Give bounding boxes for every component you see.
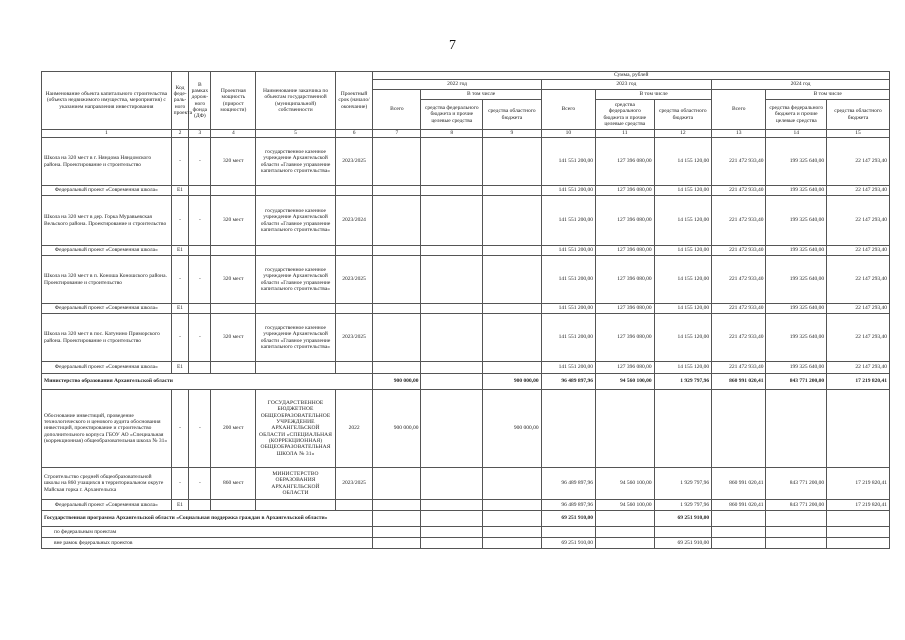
object-df: - <box>189 390 211 468</box>
hdr-reg-2022: средства областного бюджета <box>483 100 542 130</box>
value-2023-reg: 14 155 120,00 <box>654 138 712 186</box>
value-2024-total: 221 472 933,40 <box>712 138 766 186</box>
empty-cell <box>827 527 890 538</box>
object-name: Школа на 320 мест в п. Коноша Коношского района. Проектирование и строительство <box>42 256 172 304</box>
empty-cell <box>483 538 542 549</box>
value-2024-reg: 22 147 293,40 <box>827 138 890 186</box>
fp-2024-total: 860 991 020,41 <box>712 500 766 511</box>
empty-cell <box>421 138 483 186</box>
object-capacity: 860 мест <box>211 468 256 500</box>
federal-project-label: Федеральный проект «Современная школа» <box>42 186 172 196</box>
federal-project-row <box>42 500 890 511</box>
fp-2023-total: 141 551 200,00 <box>541 246 595 256</box>
value-2024-reg: 22 147 293,40 <box>827 314 890 362</box>
empty-cell <box>483 362 542 374</box>
empty-cell <box>373 246 421 256</box>
empty-cell <box>421 314 483 362</box>
object-customer: государственное казенное учреждение Архангельской области «Главное управление капитального строительства» <box>256 138 335 186</box>
fp-2024-reg: 22 147 293,40 <box>827 186 890 196</box>
program-title: Государственная программа Архангельской области «Социальная поддержка граждан в Архангельской области» <box>42 511 373 527</box>
fp-2024-reg: 22 147 293,40 <box>827 246 890 256</box>
fp-2024-reg: 17 219 820,41 <box>827 500 890 511</box>
empty-cell <box>421 500 483 511</box>
object-df: - <box>189 196 211 246</box>
ministry-2023-reg: 1 929 797,96 <box>654 374 712 390</box>
ministry-title: Министерство образования Архангельской области <box>42 374 373 390</box>
object-capacity: 200 мест <box>211 390 256 468</box>
hdr-total-2023: Всего <box>541 90 595 130</box>
empty-cell <box>712 538 766 549</box>
value-2023-total: 141 551 200,00 <box>541 314 595 362</box>
object-term: 2023/2025 <box>335 314 373 362</box>
fp-2024-fed: 199 325 640,00 <box>766 304 827 314</box>
value-2023-fed: 127 396 080,00 <box>596 196 655 246</box>
empty-cell <box>373 500 421 511</box>
ministry-2024-fed: 843 771 200,00 <box>766 374 827 390</box>
column-number-row <box>42 130 890 138</box>
object-term: 2023/2025 <box>335 468 373 500</box>
col-number: 5 <box>256 130 335 138</box>
value-2023-total: 96 489 897,96 <box>541 468 595 500</box>
object-code: - <box>171 196 189 246</box>
fp-2023-total: 96 489 897,96 <box>541 500 595 511</box>
value-2024-reg: 22 147 293,40 <box>827 196 890 246</box>
object-code: - <box>171 468 189 500</box>
hdr-fed-2023: средства федерального бюджета и прочие целевые средства <box>596 100 655 130</box>
empty-cell <box>373 256 421 304</box>
ministry-2024-total: 860 991 020,41 <box>712 374 766 390</box>
col-number: 13 <box>712 130 766 138</box>
empty-cell <box>211 500 256 511</box>
object-term: 2023/2025 <box>335 138 373 186</box>
fp-2023-reg: 1 929 797,96 <box>654 500 712 511</box>
empty-cell <box>256 246 335 256</box>
empty-cell <box>211 362 256 374</box>
federal-projects-row <box>42 527 890 538</box>
empty-cell <box>827 538 890 549</box>
empty-cell <box>483 314 542 362</box>
table-row <box>42 314 890 362</box>
value-2023-reg: 1 929 797,96 <box>654 468 712 500</box>
empty-cell <box>421 256 483 304</box>
value-2024-reg: 17 219 820,41 <box>827 468 890 500</box>
empty-cell <box>766 527 827 538</box>
object-customer: государственное казенное учреждение Архангельской области «Главное управление капитального строительства» <box>256 314 335 362</box>
fp-2023-fed: 94 560 100,00 <box>596 500 655 511</box>
value-2024-total: 221 472 933,40 <box>712 256 766 304</box>
hdr-total-2024: Всего <box>712 90 766 130</box>
value-2023-total: 141 551 200,00 <box>541 138 595 186</box>
value-2022-total: 900 000,00 <box>373 390 421 468</box>
table-row <box>42 390 890 468</box>
fp-2024-fed: 199 325 640,00 <box>766 362 827 374</box>
hdr-object: Наименование объекта капитального строительства (объекта недвижимого имущества, мероприятия) с указанием направления инвестирования <box>42 72 172 130</box>
empty-cell <box>373 304 421 314</box>
object-customer: государственное казенное учреждение Архангельской области «Главное управление капитального строительства» <box>256 196 335 246</box>
empty-cell <box>483 468 542 500</box>
empty-cell <box>256 304 335 314</box>
hdr-reg-2023: средства областного бюджета <box>654 100 712 130</box>
fp-2023-total: 141 551 200,00 <box>541 362 595 374</box>
empty-cell <box>766 511 827 527</box>
object-df: - <box>189 138 211 186</box>
empty-cell <box>483 527 542 538</box>
fp-2024-reg: 22 147 293,40 <box>827 362 890 374</box>
federal-project-label: Федеральный проект «Современная школа» <box>42 362 172 374</box>
empty-cell <box>483 196 542 246</box>
empty-cell <box>421 362 483 374</box>
non-federal-row <box>42 538 890 549</box>
col-number: 8 <box>421 130 483 138</box>
empty-cell <box>256 186 335 196</box>
empty-cell <box>654 527 712 538</box>
empty-cell <box>712 527 766 538</box>
object-df: - <box>189 256 211 304</box>
empty-cell <box>483 511 542 527</box>
empty-cell <box>421 304 483 314</box>
empty-cell <box>421 246 483 256</box>
value-2024-total: 221 472 933,40 <box>712 314 766 362</box>
hdr-code: Код феде-раль-ного проекта <box>171 72 189 130</box>
federal-project-row <box>42 186 890 196</box>
empty-cell <box>827 390 890 468</box>
empty-cell <box>335 304 373 314</box>
object-name: Школа на 320 мест в дер. Горка Муравьевская Вельского района. Проектирование и строительство <box>42 196 172 246</box>
fp-2024-reg: 22 147 293,40 <box>827 304 890 314</box>
empty-cell <box>373 362 421 374</box>
hdr-incl-2024: В том числе <box>766 90 890 100</box>
fp-2023-reg: 14 155 120,00 <box>654 246 712 256</box>
empty-cell <box>373 538 421 549</box>
hdr-incl-2023: В том числе <box>596 90 712 100</box>
value-2023-fed: 127 396 080,00 <box>596 314 655 362</box>
fp-2023-total: 141 551 200,00 <box>541 304 595 314</box>
empty-cell <box>827 511 890 527</box>
ministry-2024-reg: 17 219 820,41 <box>827 374 890 390</box>
object-capacity: 320 мест <box>211 196 256 246</box>
table-row <box>42 138 890 186</box>
empty-cell <box>189 500 211 511</box>
col-number: 15 <box>827 130 890 138</box>
table-row <box>42 468 890 500</box>
fp-2024-total: 221 472 933,40 <box>712 186 766 196</box>
empty-cell <box>483 246 542 256</box>
hdr-sum: Сумма, рублей <box>373 72 890 80</box>
hdr-term: Проектный срок (начало/окончание) <box>335 72 373 130</box>
empty-cell <box>596 538 655 549</box>
empty-cell <box>712 390 766 468</box>
empty-cell <box>335 362 373 374</box>
empty-cell <box>483 186 542 196</box>
fp-2024-fed: 199 325 640,00 <box>766 246 827 256</box>
fp-2024-total: 221 472 933,40 <box>712 246 766 256</box>
ministry-total-row <box>42 374 890 390</box>
col-number: 11 <box>596 130 655 138</box>
empty-cell <box>483 500 542 511</box>
object-code: - <box>171 314 189 362</box>
hdr-reg-2024: средства областного бюджета <box>827 100 890 130</box>
empty-cell <box>596 527 655 538</box>
object-term: 2023/2024 <box>335 196 373 246</box>
hdr-customer: Наименование заказчика по объектам государственной (муниципальной) собственности <box>256 72 335 130</box>
empty-cell <box>421 538 483 549</box>
empty-cell <box>541 390 595 468</box>
object-customer: МИНИСТЕРСТВО ОБРАЗОВАНИЯ АРХАНГЕЛЬСКОЙ ОБЛАСТИ <box>256 468 335 500</box>
federal-project-code: E1 <box>171 304 189 314</box>
empty-cell <box>211 304 256 314</box>
hdr-fed-2024: средства федерального бюджета и прочие целевые средства <box>766 100 827 130</box>
empty-cell <box>541 527 595 538</box>
empty-cell <box>712 511 766 527</box>
empty-cell <box>421 390 483 468</box>
hdr-fed-2022: средства федерального бюджета и прочие целевые средства <box>421 100 483 130</box>
empty-cell <box>483 256 542 304</box>
fp-2023-fed: 127 396 080,00 <box>596 304 655 314</box>
fp-2023-fed: 127 396 080,00 <box>596 362 655 374</box>
col-number: 12 <box>654 130 712 138</box>
object-capacity: 320 мест <box>211 138 256 186</box>
federal-project-code: E1 <box>171 186 189 196</box>
col-number: 7 <box>373 130 421 138</box>
empty-cell <box>373 196 421 246</box>
empty-cell <box>421 196 483 246</box>
value-2024-total: 860 991 020,41 <box>712 468 766 500</box>
empty-cell <box>189 186 211 196</box>
fp-2024-total: 221 472 933,40 <box>712 304 766 314</box>
empty-cell <box>373 511 421 527</box>
object-customer: ГОСУДАРСТВЕННОЕ БЮДЖЕТНОЕ ОБЩЕОБРАЗОВАТЕЛЬНОЕ УЧРЕЖДЕНИЕ АРХАНГЕЛЬСКОЙ ОБЛАСТИ «СПЕЦИАЛЬНАЯ (КОРРЕКЦИОННАЯ) ОБЩЕОБРАЗОВАТЕЛЬНАЯ ШКОЛА № 31» <box>256 390 335 468</box>
fp-2023-fed: 127 396 080,00 <box>596 246 655 256</box>
table-row <box>42 256 890 304</box>
object-name: Школа на 320 мест в пос. Катунино Приморского района. Проектирование и строительство <box>42 314 172 362</box>
empty-cell <box>421 186 483 196</box>
object-code: - <box>171 256 189 304</box>
program-2023-reg: 69 251 910,00 <box>654 511 712 527</box>
fp-2023-total: 141 551 200,00 <box>541 186 595 196</box>
value-2024-fed: 199 325 640,00 <box>766 138 827 186</box>
fp-2023-reg: 14 155 120,00 <box>654 186 712 196</box>
federal-project-row <box>42 304 890 314</box>
value-2024-fed: 199 325 640,00 <box>766 196 827 246</box>
non-federal-label: вне рамок федеральных проектов <box>42 538 373 549</box>
empty-cell <box>596 511 655 527</box>
empty-cell <box>335 186 373 196</box>
object-name: Строительство средней общеобразовательной школы на 860 учащихся в территориальном округе Майская горка г. Архангельска <box>42 468 172 500</box>
value-2024-fed: 199 325 640,00 <box>766 314 827 362</box>
empty-cell <box>654 390 712 468</box>
value-2023-fed: 127 396 080,00 <box>596 138 655 186</box>
value-2023-fed: 94 560 100,00 <box>596 468 655 500</box>
empty-cell <box>373 314 421 362</box>
federal-project-label: Федеральный проект «Современная школа» <box>42 246 172 256</box>
federal-projects-label: по федеральным проектам <box>42 527 373 538</box>
non-federal-2023-reg: 69 251 910,00 <box>654 538 712 549</box>
fp-2023-reg: 14 155 120,00 <box>654 362 712 374</box>
ministry-2022-reg: 900 000,00 <box>483 374 542 390</box>
value-2024-total: 221 472 933,40 <box>712 196 766 246</box>
empty-cell <box>483 304 542 314</box>
col-number: 1 <box>42 130 172 138</box>
col-number: 14 <box>766 130 827 138</box>
object-capacity: 320 мест <box>211 314 256 362</box>
empty-cell <box>256 500 335 511</box>
non-federal-2023-total: 69 251 910,00 <box>541 538 595 549</box>
fp-2024-total: 221 472 933,40 <box>712 362 766 374</box>
object-capacity: 320 мест <box>211 256 256 304</box>
empty-cell <box>189 246 211 256</box>
hdr-incl-2022: В том числе <box>421 90 541 100</box>
hdr-year-2024: 2024 год <box>712 80 890 90</box>
empty-cell <box>766 390 827 468</box>
empty-cell <box>373 468 421 500</box>
empty-cell <box>596 390 655 468</box>
empty-cell <box>421 511 483 527</box>
empty-cell <box>421 374 483 390</box>
program-total-row <box>42 511 890 527</box>
col-number: 2 <box>171 130 189 138</box>
empty-cell <box>373 186 421 196</box>
hdr-year-2022: 2022 год <box>373 80 541 90</box>
value-2023-reg: 14 155 120,00 <box>654 314 712 362</box>
empty-cell <box>483 138 542 186</box>
hdr-df: В рамках дорож-ного фонда (ДФ) <box>189 72 211 130</box>
ministry-2023-fed: 94 560 100,00 <box>596 374 655 390</box>
federal-project-row <box>42 362 890 374</box>
col-number: 9 <box>483 130 542 138</box>
object-term: 2022 <box>335 390 373 468</box>
object-customer: государственное казенное учреждение Архангельской области «Главное управление капитального строительства» <box>256 256 335 304</box>
empty-cell <box>766 538 827 549</box>
value-2022-reg: 900 000,00 <box>483 390 542 468</box>
federal-project-code: E1 <box>171 362 189 374</box>
empty-cell <box>335 500 373 511</box>
col-number: 4 <box>211 130 256 138</box>
empty-cell <box>335 246 373 256</box>
table-row <box>42 196 890 246</box>
col-number: 6 <box>335 130 373 138</box>
value-2023-total: 141 551 200,00 <box>541 196 595 246</box>
program-2023-total: 69 251 910,00 <box>541 511 595 527</box>
empty-cell <box>373 527 421 538</box>
empty-cell <box>189 304 211 314</box>
federal-project-label: Федеральный проект «Современная школа» <box>42 500 172 511</box>
empty-cell <box>189 362 211 374</box>
col-number: 10 <box>541 130 595 138</box>
empty-cell <box>421 527 483 538</box>
empty-cell <box>211 186 256 196</box>
value-2023-reg: 14 155 120,00 <box>654 256 712 304</box>
federal-project-label: Федеральный проект «Современная школа» <box>42 304 172 314</box>
col-number: 3 <box>189 130 211 138</box>
empty-cell <box>373 138 421 186</box>
object-df: - <box>189 468 211 500</box>
empty-cell <box>421 468 483 500</box>
investment-table <box>41 71 890 549</box>
object-code: - <box>171 390 189 468</box>
value-2023-total: 141 551 200,00 <box>541 256 595 304</box>
value-2023-fed: 127 396 080,00 <box>596 256 655 304</box>
object-name: Школа на 320 мест в г. Няндома Няндомского района. Проектирование и строительство <box>42 138 172 186</box>
hdr-capacity: Проектная мощность (прирост мощности) <box>211 72 256 130</box>
federal-project-row <box>42 246 890 256</box>
fp-2023-reg: 14 155 120,00 <box>654 304 712 314</box>
ministry-2022-total: 900 000,00 <box>373 374 421 390</box>
page-number: 7 <box>449 38 456 53</box>
fp-2024-fed: 843 771 200,00 <box>766 500 827 511</box>
hdr-year-2023: 2023 год <box>541 80 711 90</box>
object-df: - <box>189 314 211 362</box>
value-2024-fed: 843 771 200,00 <box>766 468 827 500</box>
fp-2023-fed: 127 396 080,00 <box>596 186 655 196</box>
object-name: Обоснование инвестиций, проведение технологического и ценового аудита обоснования инвестиций, проектирование и строительство дополнительного корпуса ГБОУ АО «Специальная (коррекционная) общеобразовательная школа № 31» <box>42 390 172 468</box>
object-code: - <box>171 138 189 186</box>
empty-cell <box>256 362 335 374</box>
fp-2024-fed: 199 325 640,00 <box>766 186 827 196</box>
value-2024-fed: 199 325 640,00 <box>766 256 827 304</box>
hdr-total-2022: Всего <box>373 90 421 130</box>
federal-project-code: E1 <box>171 246 189 256</box>
value-2023-reg: 14 155 120,00 <box>654 196 712 246</box>
object-term: 2023/2025 <box>335 256 373 304</box>
federal-project-code: E1 <box>171 500 189 511</box>
ministry-2023-total: 96 489 897,96 <box>541 374 595 390</box>
value-2024-reg: 22 147 293,40 <box>827 256 890 304</box>
empty-cell <box>211 246 256 256</box>
